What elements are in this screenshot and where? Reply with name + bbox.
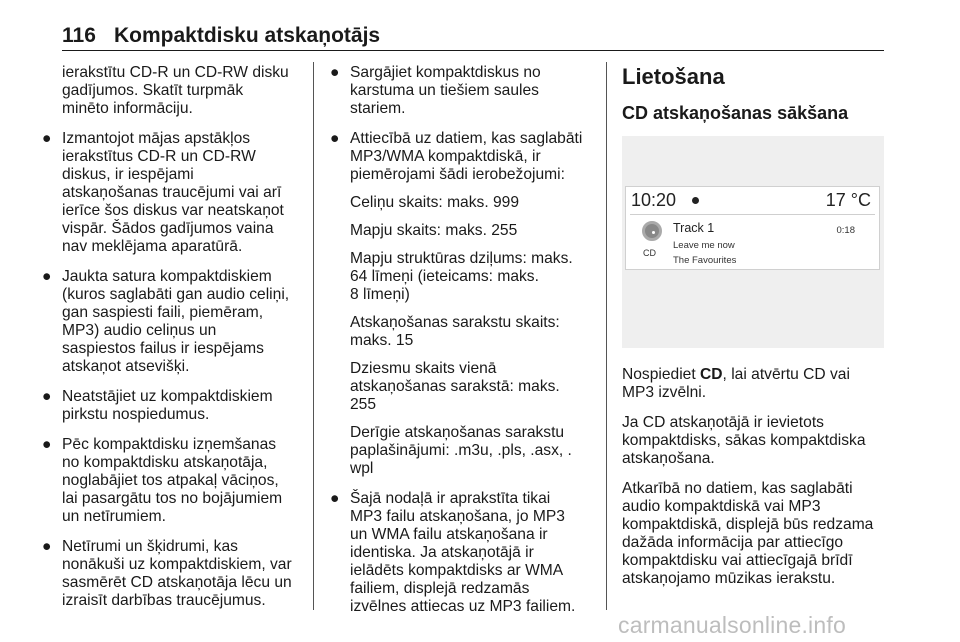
cd-button-label: CD bbox=[700, 366, 723, 383]
bullet-item bbox=[40, 538, 302, 610]
bullet-dot-icon: ● bbox=[42, 268, 52, 285]
limit-item: Mapju skaits: maks. 255 bbox=[350, 222, 518, 239]
body-paragraph: Ja CD atskaņotājā ir ievietots kompaktdisks, sākas kompaktdiska atskaņošana. bbox=[622, 414, 866, 467]
cd-player-screenshot bbox=[622, 136, 884, 348]
limit-item: Derīgie atskaņošanas sarakstu paplašinājumi: .m3u, .pls, .asx, . wpl bbox=[350, 424, 572, 477]
column-divider-1 bbox=[313, 62, 314, 610]
bullet-item bbox=[328, 490, 594, 616]
bullet-item bbox=[40, 436, 302, 526]
bullet-dot-icon: ● bbox=[330, 64, 340, 81]
bullet-text: Izmantojot mājas apstākļos ierakstītus CD-R un CD-RW diskus, ir iespējami atskaņošanas traucējumi vai arī ierīce šos diskus var neatskaņot vispār. Šādos gadījumos vaina nav meklējama aparatūrā. bbox=[62, 130, 284, 255]
bullet-text: Šajā nodaļā ir aprakstīta tikai MP3 failu atskaņošana, jo MP3 un WMA failu atskaņošana ir identiska. Ja atskaņotājā ir ielādēts kompaktdisks ar WMA failiem, displejā redzamās izvēlnes attiecas uz MP3 failiem. bbox=[350, 490, 576, 615]
bullet-text: Sargājiet kompaktdiskus no karstuma un tiešiem saules stariem. bbox=[350, 64, 541, 117]
page-header bbox=[62, 24, 884, 52]
bullet-text: Netīrumi un šķidrumi, kas nonākuši uz kompaktdiskiem, var sasmērēt CD atskaņotāja lēcu un izraisīt darbības traucējumus. bbox=[62, 538, 292, 609]
infotainment-display bbox=[625, 186, 880, 270]
bullet-dot-icon: ● bbox=[42, 538, 52, 555]
album-line: The Favourites bbox=[673, 255, 737, 266]
bullet-item bbox=[40, 130, 302, 256]
temperature: 17 °C bbox=[825, 190, 871, 210]
track-title: Track 1 bbox=[673, 221, 715, 235]
artist-line: Leave me now bbox=[673, 240, 735, 251]
instruction-text: Nospiediet bbox=[622, 366, 701, 383]
bullet-text: Attiecībā uz datiem, kas saglabāti MP3/WMA kompaktdiskā, ir piemērojami šādi ierobežojumi: bbox=[350, 130, 583, 183]
display-divider bbox=[630, 214, 875, 215]
cd-disc-hole bbox=[652, 231, 655, 234]
page-number: 116 bbox=[62, 24, 96, 47]
bullet-item bbox=[40, 388, 302, 424]
instruction-paragraph bbox=[622, 366, 884, 402]
section-heading: Lietošana bbox=[622, 64, 725, 89]
page-title: Kompaktdisku atskaņotājs bbox=[114, 24, 381, 47]
watermark: carmanualsonline.info bbox=[618, 612, 846, 638]
continued-text: ierakstītu CD-R un CD-RW disku gadījumos. Skatīt turpmāk minēto informāciju. bbox=[62, 64, 289, 117]
status-dot-icon bbox=[692, 197, 699, 204]
limit-item: Celiņu skaits: maks. 999 bbox=[350, 194, 520, 211]
bullet-dot-icon: ● bbox=[42, 130, 52, 147]
body-paragraph: Atkarībā no datiem, kas saglabāti audio kompaktdiskā vai MP3 kompaktdiskā, displejā būs redzama dažāda informācija par attiecīgo kompaktdisku vai attiecīgajā brīdī atskaņojamo mūzikas ierakstu. bbox=[622, 480, 874, 587]
elapsed-time: 0:18 bbox=[836, 225, 855, 236]
header-rule bbox=[62, 50, 884, 51]
bullet-item bbox=[328, 130, 594, 184]
bullet-dot-icon: ● bbox=[330, 130, 340, 147]
bullet-dot-icon: ● bbox=[42, 436, 52, 453]
bullet-text: Pēc kompaktdisku izņemšanas no kompaktdisku atskaņotāja, noglabājiet tos atpakaļ vāciņos, lai pasargātu tos no bojājumiem un netīrumiem. bbox=[62, 436, 283, 525]
source-label: CD bbox=[643, 248, 656, 258]
cd-disc-icon bbox=[642, 221, 662, 241]
bullet-text: Jaukta satura kompaktdiskiem (kuros saglabāti gan audio celiņi, gan saspiesti faili, piemēram, MP3) audio celiņus un saspiestos failus ir iespējams atskaņot atsevišķi. bbox=[62, 268, 290, 375]
bullet-dot-icon: ● bbox=[330, 490, 340, 507]
bullet-item bbox=[40, 268, 302, 376]
clock: 10:20 bbox=[631, 190, 677, 210]
column-2 bbox=[328, 64, 594, 628]
column-divider-2 bbox=[606, 62, 607, 610]
limit-item: Atskaņošanas sarakstu skaits: maks. 15 bbox=[350, 314, 560, 349]
column-3 bbox=[622, 64, 884, 600]
bullet-text: Neatstājiet uz kompaktdiskiem pirkstu nospiedumus. bbox=[62, 388, 273, 423]
subsection-heading: CD atskaņošanas sākšana bbox=[622, 103, 849, 123]
instruction-text: , lai atvērtu CD vai MP3 izvēlni. bbox=[622, 366, 850, 401]
bullet-dot-icon: ● bbox=[42, 388, 52, 405]
limit-item: Dziesmu skaits vienā atskaņošanas sarakstā: maks. 255 bbox=[350, 360, 560, 413]
column-1 bbox=[40, 64, 302, 622]
limit-item: Mapju struktūras dziļums: maks. 64 līmeņi (ieteicams: maks. 8 līmeņi) bbox=[350, 250, 573, 303]
bullet-item bbox=[328, 64, 594, 118]
